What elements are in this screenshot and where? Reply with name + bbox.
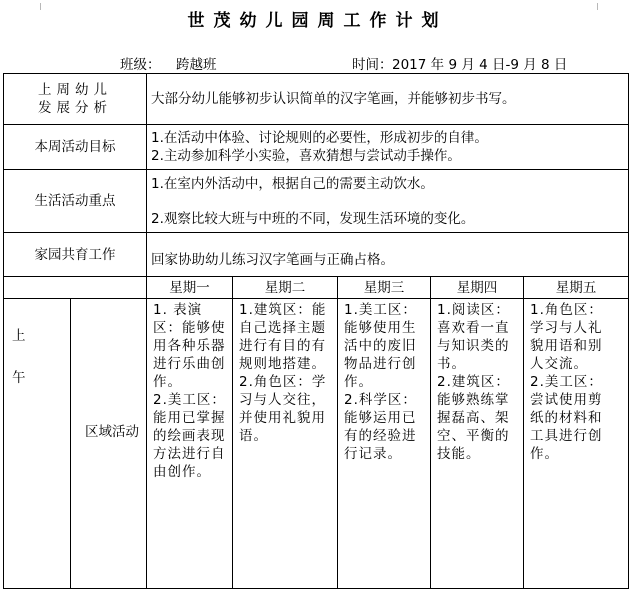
area-cell-wednesday	[338, 299, 431, 589]
area-cell-thursday	[431, 299, 524, 589]
family-row	[4, 233, 629, 277]
area-item: 1.阅读区：喜欢看一直与知识类的书。	[437, 302, 510, 372]
day-header-friday: 星期五	[524, 277, 629, 299]
area-item: 2.建筑区：能够熟练掌握磊高、架空、平衡的技能。	[437, 374, 510, 462]
area-cell-monday	[147, 299, 233, 589]
area-item: 1.美工区：能够使用生活中的废旧物品进行创作。	[344, 302, 417, 390]
area-item: 2.美工区：尝试使用剪纸的材料和工具进行创作。	[530, 374, 603, 462]
day-header-thursday: 星期四	[431, 277, 524, 299]
days-header-row	[4, 277, 629, 299]
day-header-monday: 星期一	[147, 277, 233, 299]
family-label: 家园共育工作	[4, 233, 147, 277]
goal-item: 1.在活动中体验、讨论规则的必要性，形成初步的自律。	[151, 130, 488, 146]
last-week-label-line: 发展分析	[38, 100, 112, 116]
last-week-row	[4, 74, 629, 125]
time-value: 2017 年 9 月 4 日-9 月 8 日	[392, 57, 568, 73]
life-row	[4, 170, 629, 233]
class-value: 跨越班	[170, 53, 254, 74]
area-item: 2.美工区：能用已掌握的绘画表现方法进行自由创作。	[153, 392, 226, 480]
family-text: 回家协助幼儿练习汉字笔画与正确占格。	[151, 251, 394, 268]
life-item: 2.观察比较大班与中班的不同，发现生活环境的变化。	[151, 210, 475, 227]
family-content	[147, 233, 629, 277]
activity-type-cell	[71, 299, 147, 589]
day-header-tuesday: 星期二	[233, 277, 338, 299]
day-header-wednesday: 星期三	[338, 277, 431, 299]
life-content	[147, 170, 629, 233]
document-title: 世茂幼儿园周工作计划	[187, 11, 448, 31]
area-item: 2.角色区：学习与人交往，并使用礼貌用语。	[239, 374, 327, 444]
weekly-plan-table	[3, 73, 629, 589]
time-label: 时间：	[352, 57, 393, 73]
life-item: 1.在室内外活动中，根据自己的需要主动饮水。	[151, 175, 434, 192]
area-item: 2.科学区：能够运用已有的经验进行记录。	[344, 392, 417, 462]
goal-item: 2.主动参加科学小实验，喜欢猜想与尝试动手操作。	[151, 148, 461, 164]
period-char: 午	[12, 370, 26, 386]
area-item: 1.角色区：学习与人礼貌用语和别人交流。	[530, 302, 603, 372]
class-label: 班级：	[120, 57, 161, 73]
morning-period-cell	[4, 299, 71, 589]
last-week-label-line: 上周幼儿	[38, 82, 112, 98]
goals-row	[4, 125, 629, 170]
life-label: 生活活动重点	[4, 170, 147, 233]
goals-content	[147, 125, 629, 170]
area-cell-friday	[524, 299, 629, 589]
document-meta	[0, 53, 635, 73]
area-item: 1.建筑区：能自己选择主题进行有目的有规则地搭建。	[239, 302, 327, 372]
last-week-label	[4, 74, 147, 125]
area-cell-tuesday	[233, 299, 338, 589]
last-week-analysis-text: 大部分幼儿能够初步认识简单的汉字笔画，并能够初步书写。	[151, 91, 516, 107]
goals-label: 本周活动目标	[4, 125, 147, 170]
last-week-analysis	[147, 74, 629, 125]
activity-type-label: 区域活动	[85, 424, 139, 440]
header-blank-cell	[4, 277, 147, 299]
morning-row	[4, 299, 629, 589]
period-char: 上	[12, 328, 26, 344]
area-item: 1. 表演区：能够使用各种乐器进行乐曲创作。	[153, 302, 226, 390]
